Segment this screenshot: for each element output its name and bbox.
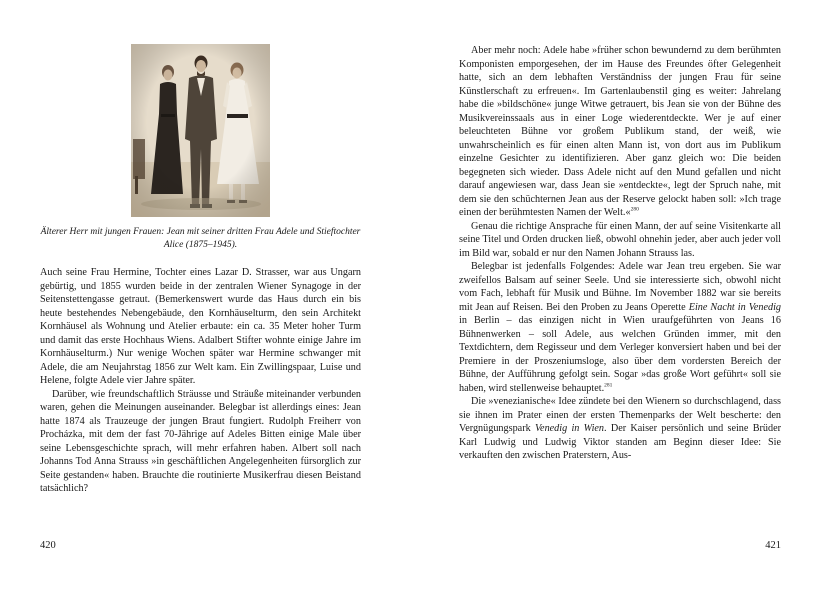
page-number-left: 420 (40, 540, 56, 551)
image-caption: Älterer Herr mit jungen Frauen: Jean mit seiner dritten Frau Adele und Stieftochter Alice (1875–1945). (40, 227, 361, 250)
paragraph-text: in Berlin – das einzigen nicht in Wien uraufgeführten von Jeans 16 Bühnenwerken – soll Adele, aus welchen Gründen immer, mit den Textdichtern, dem Regisseur und dem Verleger konversiert haben und bei der Premiere in der Proszeniumsloge, also über dem vordersten Bereich der Bühne, der Aufführung gefolgt sein. Sogar »das große Wort geführt« soll sie haben, wird stellenweise behauptet. (459, 315, 781, 394)
paragraph: Auch seine Frau Hermine, Tochter eines Lazar D. Strasser, war aus Ungarn gebürtig, und 1855 wurden beide in der zentralen Wiener Synagoge in der Seitenstettengasse getraut. (Bemerkenswert wurde das Haus durch ein bis heute bestehendes Nebengebäude, den Kornhäuselturm, den sein Architekt Kornhäusel als Wohnung und Atelier erbaute: ein ca. 35 Meter hoher Turm und damit das erste Hochhaus Wiens. Adalbert Stifter wohnte einige Jahre im Kornhäuselturm.) Nur wenige Wochen später war Hermine schwanger mit Adele, die am Neujahrstag 1856 zur Welt kam. Ein Zwillingspaar, Luise und Helene, folgte Adele vier Jahre später. (40, 267, 361, 386)
operetta-title: Eine Nacht in Venedig (688, 301, 781, 313)
paragraph (459, 260, 781, 395)
footnote-ref[interactable]: 281 (604, 382, 613, 389)
paragraph-text: . Der Kaiser persönlich und seine Brüder Karl Ludwig und Ludwig Viktor standen am Beginn dieser Idee: Sie verkauften den zwischen Praterstern, Aus- (459, 423, 781, 461)
paragraph (459, 395, 781, 463)
park-title: Venedig in Wien (534, 423, 605, 434)
right-body-text (459, 44, 781, 463)
paragraph-text: Die »venezianische« Idee zündete bei den Wienern so durchschlagend, dass sie ihnen im Prater einen der ersten Themenparks der Welt bescherte: den Vergnügungspark (459, 396, 781, 434)
paragraph: Darüber, wie freundschaftlich Sträusse und Sträuße miteinander verbunden waren, gehen die Meinungen auseinander. Belegbar ist allerdings eines: Jean hatte 1874 als Trauzeuge der jungen Braut fungiert. Rudolph Freiherr von Procházka, mit dem der fast 70-Jährige auf Adeles Bitten einige Male über seine Lebensgeschichte sprach, will mehr erfahren haben. Albert soll nach Johanns Tod Anna Strauss »in geschäftlichen Angelegenheiten fürsorglich zur Seite gestanden« haben. Brauchte die routinierte Musikerfrau diesen Beistand tatsächlich? (40, 388, 361, 494)
footnote-ref[interactable]: 280 (630, 206, 639, 213)
left-body-text (40, 266, 361, 496)
page-number-right: 421 (765, 540, 781, 551)
paragraph-text: Genau die richtige Ansprache für einen Mann, der auf seine Visitenkarte all seine Titel und Orden drucken ließ, obwohl ohnehin jeder, aber auch jeder voll im Bild war, sobald er nur den Namen Johann Strauss las. (459, 220, 781, 259)
historical-photograph (131, 44, 270, 217)
right-page (411, 0, 822, 595)
paragraph-text: Aber mehr noch: Adele habe »früher schon bewundernd zu dem berühmten Komponisten emporgesehen, der im Hause des Freundes öfter Gelegenheit hatte, sich an dem lebhaften Verständniss der jungen Frau für seine Künstlerschaft zu erfreuen«. Im Gartenlaubenstil ging es weiter: Jahrelang habe die »bildschöne« junge Witwe getrauert, bis Jean sie von der Bühne des Musikvereinssaals aus in einer Loge wiederentdeckte. Wer je auf einer beleuchteten Bühne vor großem Publikum stand, der weiß, wie unwahrscheinlich es für einen alten Mann ist, von dort aus im Publikum einzelne Gesichter zu identifizieren. Aber ganz gleich wo: Die beiden begegneten sich wieder. Dass Adele nicht auf den Mund gefallen und nicht darauf angewiesen war, dass Jean sie »entdeckte«, legt der Spruch nahe, mit dem sie den schüchternen Jean aus der Reserve gelockt haben soll: »Ich trage einen der berühmtesten Namen der Welt.« (459, 45, 781, 218)
paragraph (459, 44, 781, 220)
paragraph (459, 220, 781, 261)
paragraph-text: Belegbar ist jedenfalls Folgendes: Adele war Jean treu ergeben. Sie war zweifellos Balsam auf seiner Seele. Und sie interessierte sich, obwohl nicht vom Fach, lebhaft für Musik und Bühne. Im November 1882 war sie bereits mit Jean auf Reisen. Bei den Proben zu Jeans Operette (459, 261, 781, 313)
